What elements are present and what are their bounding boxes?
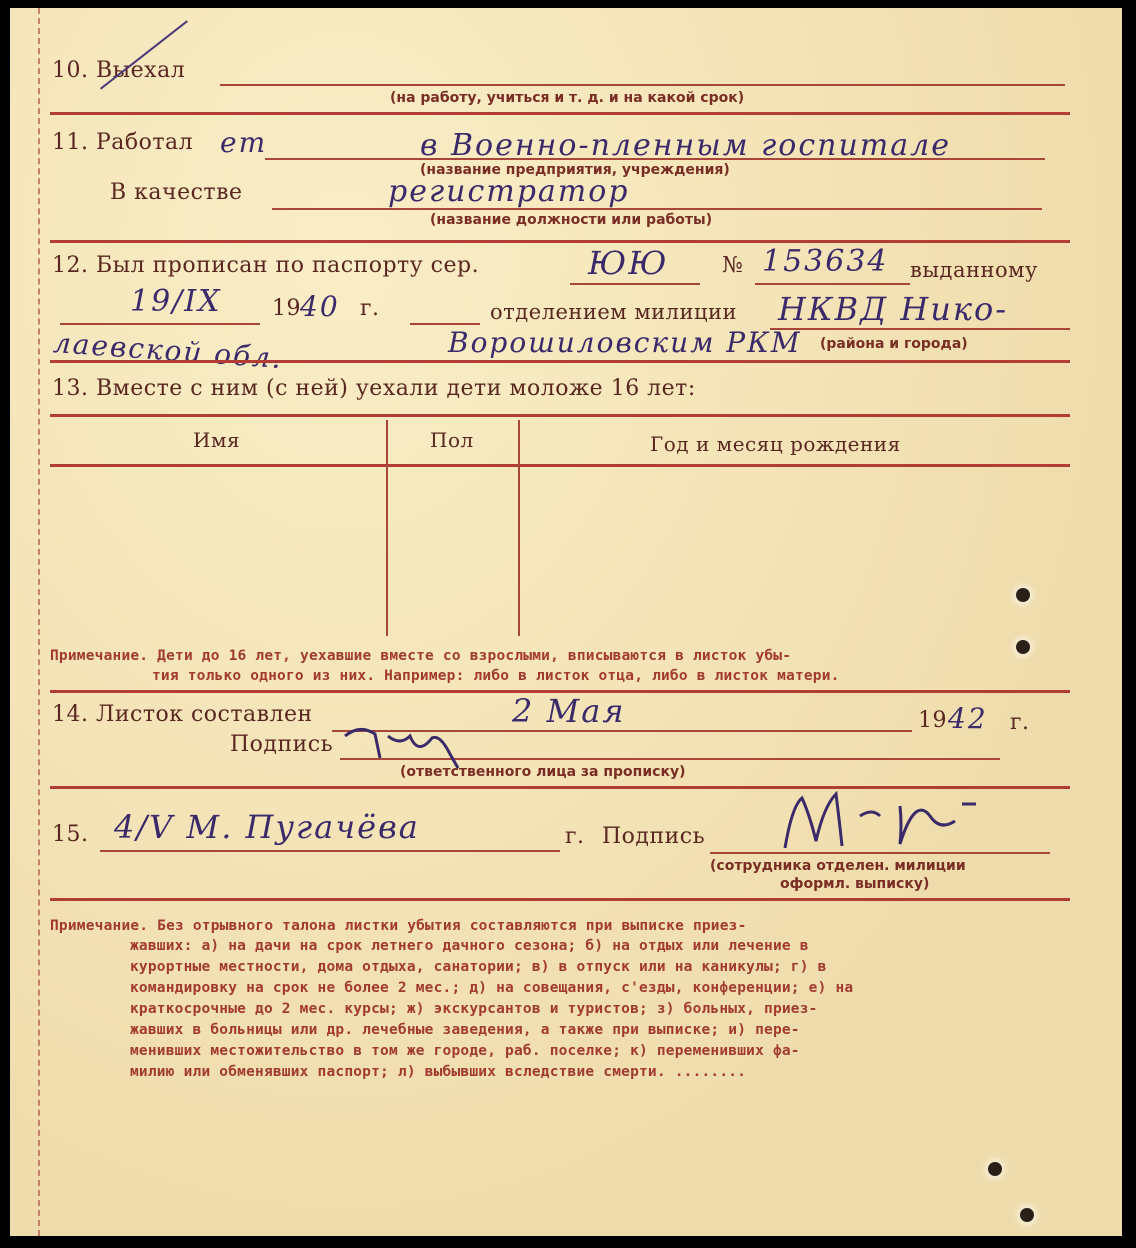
row13-note-line1: Примечание. Дети до 16 лет, уехавшие вместе со взрослыми, вписываются в листок убы- xyxy=(50,648,792,664)
row12-office-handwritten-3: Ворошиловским РКМ xyxy=(448,326,802,359)
row11-position-handwritten: регистратор xyxy=(388,174,630,209)
row15-year-unit: г. xyxy=(565,824,585,849)
row13-table-top xyxy=(50,414,1070,417)
row13-col-sex: Пол xyxy=(430,428,474,452)
row12-year-handwritten: 40 xyxy=(300,290,340,323)
row12-office-handwritten-2: лаевской обл. xyxy=(52,326,285,376)
row14-signature-label: Подпись xyxy=(230,732,334,757)
row14-date-handwritten: 2 Мая xyxy=(512,692,626,730)
row15-label: 15. xyxy=(52,822,89,847)
row12-divider xyxy=(50,360,1070,363)
footnote-line6: жавших в больницы или др. лечебные заведения, а также при выписке; и) пере- xyxy=(130,1022,800,1038)
row11-position-line xyxy=(272,208,1042,210)
footnote-line1: Примечание. Без отрывного талона листки убытия составляются при выписке приез- xyxy=(50,918,747,934)
row13-col-divider-1 xyxy=(386,420,388,636)
footnote-line2: жавших: а) на дачи на срок летнего дачного сезона; б) на отдых или лечение в xyxy=(130,938,809,954)
row12-year-prefix: 19 xyxy=(272,296,301,321)
row14-year-prefix: 19 xyxy=(918,708,947,733)
footnote-line7: менивших местожительство в том же городе, раб. поселке; к) переменивших фа- xyxy=(130,1043,800,1059)
row11-suffix-handwritten: ет xyxy=(220,126,268,159)
row12-blank-line xyxy=(410,323,480,325)
row12-office-caption: (района и города) xyxy=(820,336,968,352)
row11-workplace-handwritten: в Военно-пленным госпитале xyxy=(420,128,951,163)
row12-office-label: отделением милиции xyxy=(490,300,737,324)
row12-series-handwritten: ЮЮ xyxy=(588,244,669,282)
row11-line xyxy=(265,158,1045,160)
row12-number-line xyxy=(755,283,910,285)
row12-year-unit: г. xyxy=(360,296,380,321)
row10-caption: (на работу, учиться и т. д. и на какой срок) xyxy=(390,90,745,106)
row12-date-handwritten: 19/IX xyxy=(130,284,222,319)
row10-label: 10. Выехал xyxy=(52,58,186,83)
row15-caption-line2: оформл. выписку) xyxy=(780,876,930,892)
row15-divider xyxy=(50,898,1070,901)
row14-signature-caption: (ответственного лица за прописку) xyxy=(400,764,686,780)
footnote-line5: краткосрочные до 2 мес. курсы; ж) экскурсантов и туристов; з) больных, приез- xyxy=(130,1001,818,1017)
footnote-line8: милию или обменявших паспорт; л) выбывших вследствие смерти. ........ xyxy=(130,1064,747,1080)
row14-year-handwritten: 42 xyxy=(948,702,988,735)
row14-label: 14. Листок составлен xyxy=(52,702,313,727)
punch-hole xyxy=(988,1162,1002,1176)
row13-table-header-line xyxy=(50,464,1070,467)
row12-number-label: № xyxy=(722,253,744,278)
passport-form-page xyxy=(10,8,1122,1236)
row11-caption: (название предприятия, учреждения) xyxy=(420,162,730,178)
row14-year-unit: г. xyxy=(1010,710,1030,735)
row10-line xyxy=(220,84,1065,86)
row15-date-line xyxy=(100,850,560,852)
footnote-line3: курортные местности, дома отдыха, санатории; в) в отпуск или на каникулы; г) в xyxy=(130,959,827,975)
row15-signature-mark xyxy=(780,786,980,858)
row13-label: 13. Вместе с ним (с ней) уехали дети моложе 16 лет: xyxy=(52,376,696,401)
perforation-edge xyxy=(38,8,40,1236)
row12-date-line xyxy=(60,323,260,325)
row11-position-caption: (название должности или работы) xyxy=(430,212,713,228)
punch-hole xyxy=(1020,1208,1034,1222)
row13-note-line2: тия только одного из них. Например: либо в листок отца, либо в листок матери. xyxy=(152,668,840,684)
row11-label: 11. Работал xyxy=(52,130,194,155)
row13-col-birth: Год и месяц рождения xyxy=(650,432,901,456)
row11-divider xyxy=(50,240,1070,243)
footnote-line4: командировку на срок не более 2 мес.; д) на совещания, с'езды, конференции; е) на xyxy=(130,980,854,996)
row12-series-line xyxy=(570,283,700,285)
row15-date-handwritten: 4/V М. Пугачёва xyxy=(114,808,420,846)
row11-position-label: В качестве xyxy=(110,180,243,205)
punch-hole xyxy=(1016,640,1030,654)
row12-issued-label: выданному xyxy=(910,258,1038,282)
row15-signature-label: Подпись xyxy=(602,824,706,849)
row13-col-name: Имя xyxy=(193,428,241,452)
row12-office-line xyxy=(770,328,1070,330)
row12-number-handwritten: 153634 xyxy=(762,244,889,279)
row15-caption-line1: (сотрудника отделен. милиции xyxy=(710,858,966,874)
punch-hole xyxy=(1016,588,1030,602)
row12-label: 12. Был прописан по паспорту сер. xyxy=(52,253,480,278)
row10-divider xyxy=(50,112,1070,115)
row12-office-handwritten-1: НКВД Нико- xyxy=(778,290,1009,328)
row13-col-divider-2 xyxy=(518,420,520,636)
